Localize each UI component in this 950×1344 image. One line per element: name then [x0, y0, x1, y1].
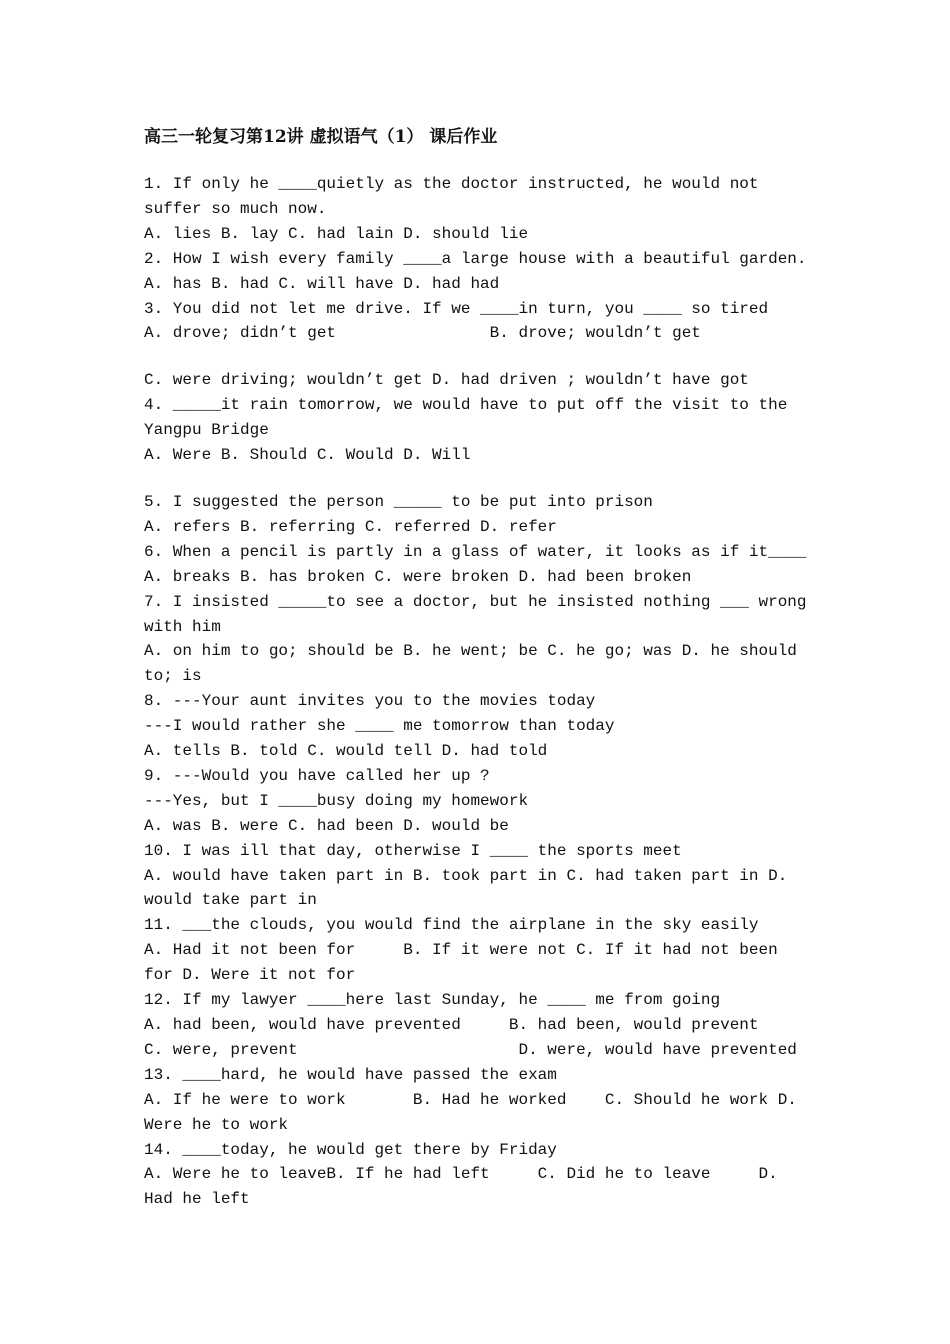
text-line: A. was B. were C. had been D. would be [144, 816, 509, 835]
text-line: for D. Were it not for [144, 966, 356, 985]
text-line: A. lies B. lay C. had lain D. should lie [144, 224, 529, 243]
text-line: C. were driving; wouldn’t get D. had driven ; wouldn’t have got [144, 371, 749, 390]
text-line: 12. If my lawyer ____here last Sunday, he ____ me from going [144, 991, 721, 1010]
text-line: A. Had it not been for B. If it were not C. If it had not been [144, 941, 778, 960]
text-line: A. on him to go; should be B. he went; be C. he go; was D. he should [144, 642, 797, 661]
text-line: suffer so much now. [144, 199, 327, 218]
text-line: 9. ---Would you have called her up ? [144, 766, 490, 785]
text-line: A. Were B. Should C. Would D. Will [144, 446, 471, 465]
text-line: 13. ____hard, he would have passed the exam [144, 1065, 557, 1084]
text-line: A. breaks B. has broken C. were broken D. had been broken [144, 567, 692, 586]
text-line: 5. I suggested the person _____ to be put into prison [144, 492, 653, 511]
document-page [144, 126, 824, 1212]
text-line: A. drove; didn’t get B. drove; wouldn’t get [144, 324, 701, 343]
blank-line [144, 346, 824, 368]
text-line: A. has B. had C. will have D. had had [144, 274, 500, 293]
text-line: would take part in [144, 891, 317, 910]
text-line: 8. ---Your aunt invites you to the movies today [144, 692, 596, 711]
text-line: ---Yes, but I ____busy doing my homework [144, 791, 529, 810]
text-line: A. tells B. told C. would tell D. had told [144, 742, 548, 761]
text-line: A. If he were to work B. Had he worked C. Should he work D. [144, 1090, 797, 1109]
text-line: with him [144, 617, 221, 636]
text-line: A. had been, would have prevented B. had been, would prevent [144, 1016, 759, 1034]
text-line: 3. You did not let me drive. If we ____in turn, you ____ so tired [144, 299, 769, 318]
document-title: 高三一轮复习第12讲 虚拟语气（1） 课后作业 [144, 127, 498, 147]
text-line: 2. How I wish every family ____a large house with a beautiful garden. [144, 249, 807, 268]
text-line: Yangpu Bridge [144, 421, 269, 440]
text-line: 10. I was ill that day, otherwise I ____ the sports meet [144, 841, 682, 860]
blank-line [144, 468, 824, 490]
text-line: 1. If only he ____quietly as the doctor instructed, he would not [144, 175, 759, 193]
text-line: ---I would rather she ____ me tomorrow than today [144, 717, 615, 736]
text-line: A. would have taken part in B. took part in C. had taken part in D. [144, 866, 788, 885]
text-line: A. Were he to leaveB. If he had left C. Did he to leave D. [144, 1165, 778, 1184]
question-list [144, 172, 824, 1212]
text-line: Were he to work [144, 1115, 289, 1134]
text-line: Had he left [144, 1190, 250, 1209]
text-line: to; is [144, 667, 202, 686]
text-line: C. were, prevent D. were, would have prevented [144, 1040, 797, 1059]
text-line: 7. I insisted _____to see a doctor, but he insisted nothing ___ wrong [144, 592, 807, 611]
text-line: A. refers B. referring C. referred D. refer [144, 517, 557, 536]
text-line: 11. ___the clouds, you would find the airplane in the sky easily [144, 916, 759, 935]
text-line: 6. When a pencil is partly in a glass of water, it looks as if it____ [144, 542, 807, 561]
text-line: 4. _____it rain tomorrow, we would have to put off the visit to the [144, 396, 788, 415]
text-line: 14. ____today, he would get there by Friday [144, 1140, 557, 1159]
